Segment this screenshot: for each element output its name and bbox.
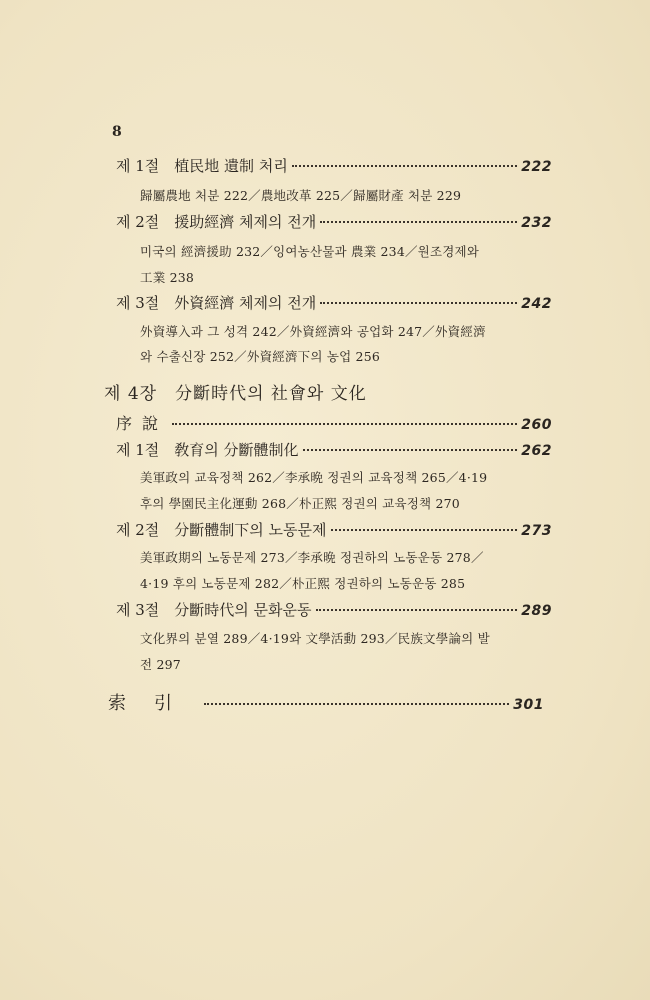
toc-subentries: 工業 238: [140, 270, 195, 285]
toc-subentries: 와 수출신장 252／外資經濟下의 농업 256: [140, 349, 381, 364]
toc-entry-preface[interactable]: [116, 411, 552, 434]
toc-subentries: 미국의 經濟援助 232／잉여농산물과 農業 234／원조경제와: [140, 244, 480, 259]
toc-entry-section[interactable]: [116, 439, 552, 460]
toc-page-number: 232: [521, 215, 552, 231]
dot-leader: [320, 302, 517, 304]
toc-entry-title: 제 2절 援助經濟 체제의 전개: [116, 213, 317, 231]
dot-leader: [303, 449, 518, 451]
toc-entry-section[interactable]: [116, 155, 552, 176]
toc-page-number: 273: [521, 523, 552, 539]
toc-subentries: 후의 學園民主化運動 268／朴正熙 정권의 교육정책 270: [140, 496, 460, 511]
dot-leader: [316, 609, 518, 611]
dot-leader: [204, 703, 509, 705]
toc-entry-title: 제 2절 分斷體制下의 노동문제: [116, 521, 327, 539]
toc-page-number: 289: [521, 603, 552, 619]
toc-subentries: 4·19 후의 노동문제 282／朴正熙 정권하의 노동운동 285: [140, 576, 466, 591]
toc-entry-chapter[interactable]: [104, 379, 367, 404]
toc-entry-title: 제 3절 分斷時代의 문화운동: [116, 601, 312, 619]
toc-entry-section[interactable]: [116, 519, 552, 540]
dot-leader: [172, 423, 517, 425]
toc-entry-title: 索引: [108, 693, 200, 714]
toc-entry-title: 제 3절 外資經濟 체제의 전개: [116, 294, 317, 312]
toc-page-number: 242: [521, 296, 552, 312]
page-number: 8: [112, 124, 122, 140]
toc-page-number: 262: [521, 443, 552, 459]
toc-subentries: 전 297: [140, 657, 181, 672]
toc-subentries: 美軍政期의 노동문제 273／李承晩 정권하의 노동운동 278／: [140, 550, 484, 565]
dot-leader: [331, 529, 518, 531]
dot-leader: [320, 221, 517, 223]
toc-entry-title: 序說: [116, 414, 169, 433]
toc-entry-title: 제 1절 敎育의 分斷體制化: [116, 441, 299, 459]
toc-subentries: 外資導入과 그 성격 242／外資經濟와 공업화 247／外資經濟: [140, 324, 486, 339]
dot-leader: [292, 165, 517, 167]
toc-subentries: 歸屬農地 처분 222／農地改革 225／歸屬財產 처분 229: [140, 188, 462, 203]
toc-subentries: 美軍政의 교육정책 262／李承晩 정권의 교육정책 265／4·19: [140, 470, 488, 485]
toc-subentries: 文化界의 분열 289／4·19와 文學活動 293／民族文學論의 발: [140, 631, 490, 646]
toc-page-number: 301: [513, 697, 544, 713]
toc-entry-section[interactable]: [116, 292, 552, 313]
toc-entry-section[interactable]: [116, 599, 552, 620]
toc-entry-index[interactable]: [108, 689, 544, 715]
toc-page-number: 222: [521, 159, 552, 175]
toc-entry-title: 제 1절 植民地 遺制 처리: [116, 157, 288, 175]
toc-entry-section[interactable]: [116, 211, 552, 232]
chapter-title: 제 4장 分斷時代의 社會와 文化: [104, 384, 367, 404]
toc-page-number: 260: [521, 417, 552, 433]
